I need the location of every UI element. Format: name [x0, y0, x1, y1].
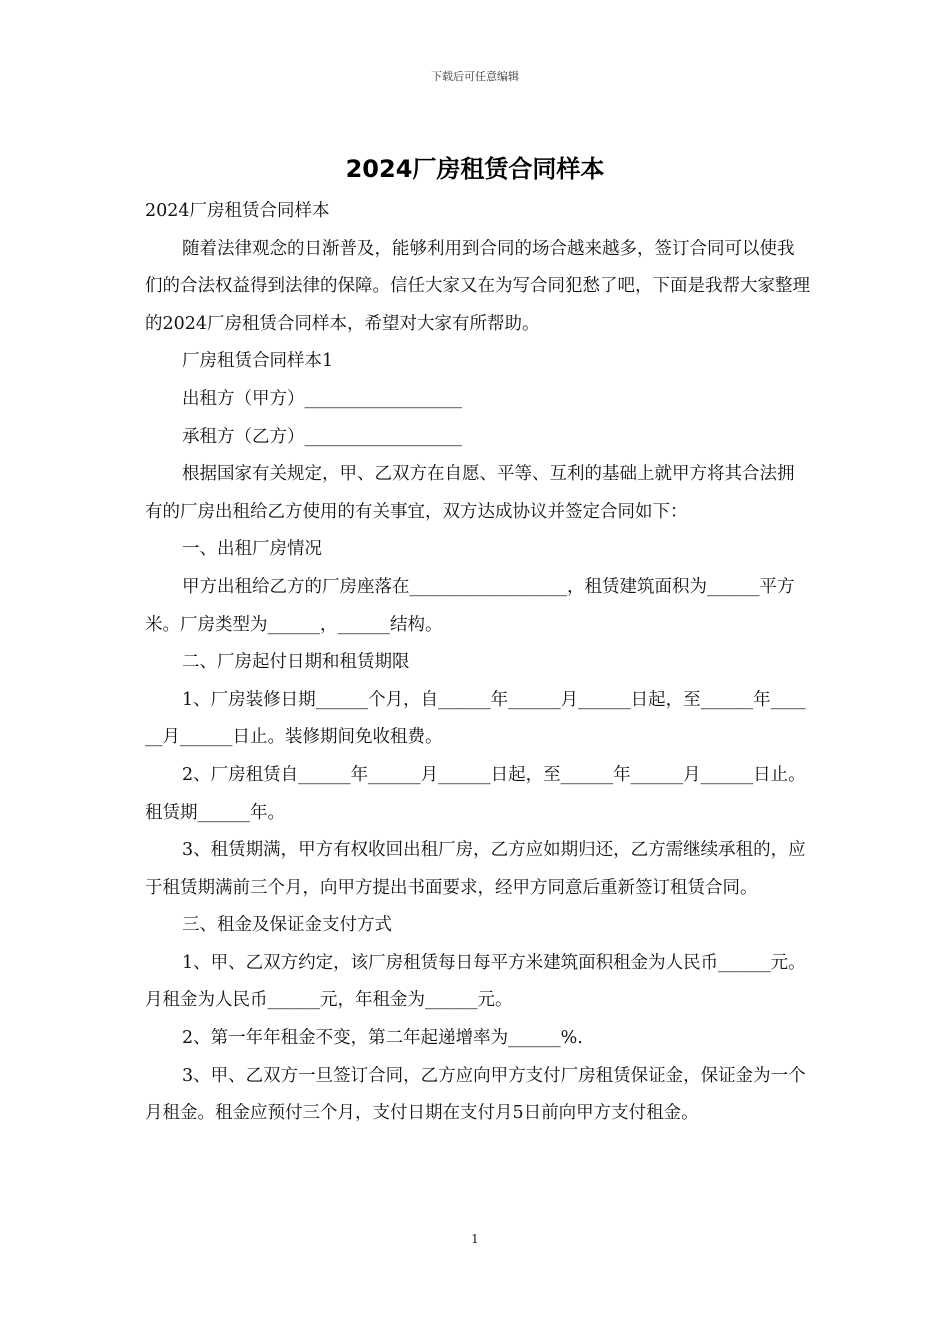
- paragraph-clause-3-2: 2、第一年年租金不变，第二年起递增率为______%.: [182, 1028, 583, 1049]
- paragraph-lessor: 出租方（甲方）__________________: [182, 388, 462, 409]
- section-heading-2: 二、厂房起付日期和租赁期限: [182, 652, 410, 673]
- paragraph-intro: 随着法律观念的日渐普及，能够利用到合同的场合越来越多，签订合同可以使我们的合法权益得到法律的保障。信任大家又在为写合同犯愁了吧，下面是我帮大家整理的2024厂房租赁合同样本，希望对大家有所帮助。: [145, 238, 810, 334]
- paragraph-premises: 甲方出租给乙方的厂房座落在__________________，租赁建筑面积为______平方米。厂房类型为______，______结构。: [145, 576, 795, 635]
- paragraph-subtitle: 2024厂房租赁合同样本: [145, 201, 330, 221]
- paragraph-clause-2-1: 1、厂房装修日期______个月，自______年______月______日起，至______年______月______日止。装修期间免收租费。: [145, 689, 806, 748]
- paragraph-lessee: 承租方（乙方）__________________: [182, 426, 462, 447]
- section-heading-1: 一、出租厂房情况: [182, 539, 322, 560]
- document-body: [145, 193, 811, 1133]
- paragraph-clause-2-3: 3、租赁期满，甲方有权收回出租厂房，乙方应如期归还，乙方需继续承租的，应于租赁期满前三个月，向甲方提出书面要求，经甲方同意后重新签订租赁合同。: [145, 840, 806, 898]
- paragraph-clause-2-2: 2、厂房租赁自______年______月______日起，至______年______月______日止。租赁期______年。: [145, 764, 806, 823]
- document-title: 2024厂房租赁合同样本: [345, 155, 605, 183]
- paragraph-sample-heading: 厂房租赁合同样本1: [182, 351, 334, 372]
- paragraph-clause-3-1: 1、甲、乙双方约定，该厂房租赁每日每平方米建筑面积租金为人民币______元。月租金为人民币______元，年租金为______元。: [145, 952, 806, 1011]
- page-header: 下载后可任意编辑: [431, 70, 519, 83]
- section-heading-3: 三、租金及保证金支付方式: [182, 915, 392, 936]
- paragraph-clause-3-3: 3、甲、乙双方一旦签订合同，乙方应向甲方支付厂房租赁保证金，保证金为一个月租金。租金应预付三个月，支付日期在支付月5日前向甲方支付租金。: [145, 1065, 806, 1124]
- page-number: 1: [471, 1232, 479, 1246]
- paragraph-preamble: 根据国家有关规定，甲、乙双方在自愿、平等、互利的基础上就甲方将其合法拥有的厂房出租给乙方使用的有关事宜，双方达成协议并签定合同如下：: [145, 464, 795, 522]
